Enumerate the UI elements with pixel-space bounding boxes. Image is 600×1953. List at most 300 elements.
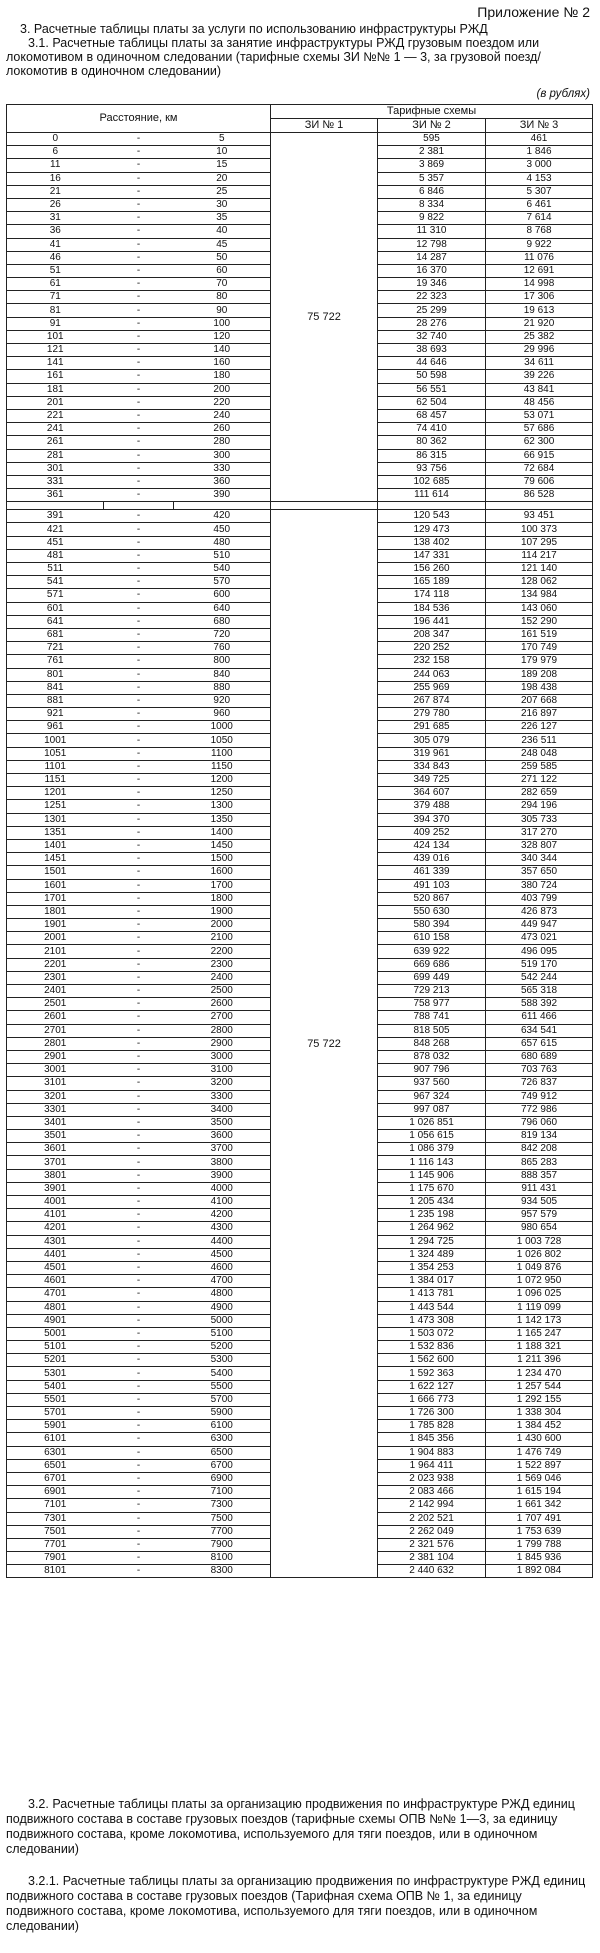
zi2-value: 56 551 [378,383,486,396]
table-gap-row [7,502,593,510]
distance-dash: - [104,317,174,330]
distance-to: 1150 [174,760,271,773]
distance-from: 541 [7,576,104,589]
distance-from: 201 [7,396,104,409]
distance-to: 8100 [174,1552,271,1565]
zi3-value: 259 585 [486,760,593,773]
distance-to: 2700 [174,1011,271,1024]
zi3-value: 1 096 025 [486,1288,593,1301]
section-3-2-text: 3.2. Расчетные таблицы платы за организацию продвижения по инфраструктуре РЖД единиц подвижного состава в составе грузовых поездов (тарифные схемы ОПВ №№ 1—3, за единицу подвижного состава, кроме локомотива, используемого для тяги поездов, или в одиночном следовании) [6,1797,575,1856]
zi3-value: 934 505 [486,1196,593,1209]
distance-to: 2100 [174,932,271,945]
distance-dash: - [104,734,174,747]
distance-dash: - [104,813,174,826]
zi2-value: 848 268 [378,1037,486,1050]
zi2-value: 1 235 198 [378,1209,486,1222]
zi3-value: 3 000 [486,159,593,172]
distance-to: 5300 [174,1354,271,1367]
zi2-value: 1 443 544 [378,1301,486,1314]
distance-from: 1501 [7,866,104,879]
zi2-value: 291 685 [378,721,486,734]
zi3-value: 1 892 084 [486,1565,593,1578]
distance-dash: - [104,985,174,998]
zi3-value: 4 153 [486,172,593,185]
distance-to: 4900 [174,1301,271,1314]
zi3-value: 473 021 [486,932,593,945]
distance-from: 5701 [7,1407,104,1420]
distance-from: 4801 [7,1301,104,1314]
distance-dash: - [104,892,174,905]
distance-to: 680 [174,615,271,628]
zi2-value: 305 079 [378,734,486,747]
distance-dash: - [104,1261,174,1274]
distance-from: 1801 [7,905,104,918]
distance-dash: - [104,330,174,343]
zi3-value: 179 979 [486,655,593,668]
distance-to: 720 [174,628,271,641]
distance-to: 4600 [174,1261,271,1274]
zi3-value: 62 300 [486,436,593,449]
distance-dash: - [104,826,174,839]
zi2-value: 1 666 773 [378,1393,486,1406]
distance-to: 1250 [174,787,271,800]
units-note: (в рублях) [536,88,590,100]
zi2-value: 174 118 [378,589,486,602]
distance-from: 3601 [7,1143,104,1156]
zi2-value: 669 686 [378,958,486,971]
zi2-value: 156 260 [378,563,486,576]
distance-to: 3400 [174,1103,271,1116]
distance-from: 571 [7,589,104,602]
zi3-value: 128 062 [486,576,593,589]
zi2-value: 394 370 [378,813,486,826]
distance-to: 4200 [174,1209,271,1222]
distance-dash: - [104,449,174,462]
distance-from: 2301 [7,971,104,984]
zi2-value: 50 598 [378,370,486,383]
zi2-value: 62 504 [378,396,486,409]
distance-from: 6 [7,146,104,159]
distance-from: 91 [7,317,104,330]
distance-from: 6101 [7,1433,104,1446]
distance-dash: - [104,344,174,357]
zi3-value: 449 947 [486,919,593,932]
zi2-value: 550 630 [378,905,486,918]
zi2-value: 8 334 [378,198,486,211]
distance-dash: - [104,370,174,383]
distance-to: 540 [174,563,271,576]
distance-to: 1300 [174,800,271,813]
zi2-value: 2 202 521 [378,1512,486,1525]
zi3-value: 1 753 639 [486,1525,593,1538]
distance-to: 3800 [174,1156,271,1169]
zi3-value: 357 650 [486,866,593,879]
zi2-value: 349 725 [378,774,486,787]
zi2-value: 2 381 [378,146,486,159]
zi2-value: 997 087 [378,1103,486,1116]
zi3-value: 888 357 [486,1169,593,1182]
distance-to: 8300 [174,1565,271,1578]
zi2-value: 102 685 [378,475,486,488]
distance-dash: - [104,905,174,918]
distance-from: 2801 [7,1037,104,1050]
distance-to: 260 [174,423,271,436]
zi2-value: 111 614 [378,489,486,502]
distance-to: 5500 [174,1380,271,1393]
distance-to: 390 [174,489,271,502]
zi2-value: 907 796 [378,1064,486,1077]
distance-to: 3500 [174,1116,271,1129]
distance-dash: - [104,1196,174,1209]
gap-cell [7,502,104,510]
zi3-value: 588 392 [486,998,593,1011]
appendix-label: Приложение № 2 [477,4,590,20]
distance-from: 641 [7,615,104,628]
distance-dash: - [104,1367,174,1380]
zi3-value: 657 615 [486,1037,593,1050]
section-3-2-1-text: 3.2.1. Расчетные таблицы платы за организацию продвижения по инфраструктуре РЖД единиц подвижного состава в составе грузовых поездов (Тарифная схема ОПВ № 1, за единицу подвижного состава, кроме локомотива, используемого для тяги поездов, или в одиночном следовании) [6,1874,586,1933]
zi2-value: 424 134 [378,839,486,852]
zi3-value: 496 095 [486,945,593,958]
zi3-value: 107 295 [486,536,593,549]
distance-to: 20 [174,172,271,185]
distance-from: 1301 [7,813,104,826]
distance-from: 1451 [7,853,104,866]
distance-from: 36 [7,225,104,238]
distance-to: 880 [174,681,271,694]
zi3-value: 282 659 [486,787,593,800]
distance-dash: - [104,1525,174,1538]
distance-to: 1800 [174,892,271,905]
distance-from: 481 [7,549,104,562]
distance-from: 2701 [7,1024,104,1037]
distance-dash: - [104,866,174,879]
distance-dash: - [104,536,174,549]
zi3-value: 34 611 [486,357,593,370]
distance-dash: - [104,1420,174,1433]
zi3-value: 680 689 [486,1050,593,1063]
distance-to: 10 [174,146,271,159]
distance-to: 1050 [174,734,271,747]
zi2-value: 86 315 [378,449,486,462]
zi2-value: 12 798 [378,238,486,251]
zi3-value: 1 142 173 [486,1314,593,1327]
distance-dash: - [104,721,174,734]
distance-dash: - [104,839,174,852]
distance-dash: - [104,1380,174,1393]
zi3-value: 86 528 [486,489,593,502]
distance-from: 3901 [7,1182,104,1195]
gap-cell [174,502,271,510]
distance-to: 600 [174,589,271,602]
zi3-value: 72 684 [486,462,593,475]
zi3-value: 1 188 321 [486,1341,593,1354]
zi3-value: 1 569 046 [486,1472,593,1485]
zi3-value: 340 344 [486,853,593,866]
zi2-value: 788 741 [378,1011,486,1024]
distance-to: 4400 [174,1235,271,1248]
zi3-value: 1 476 749 [486,1446,593,1459]
distance-to: 6500 [174,1446,271,1459]
zi3-value: 294 196 [486,800,593,813]
zi3-header: ЗИ № 3 [486,119,593,133]
distance-dash: - [104,1011,174,1024]
distance-from: 5201 [7,1354,104,1367]
zi3-value: 461 [486,133,593,146]
zi2-value: 2 381 104 [378,1552,486,1565]
distance-dash: - [104,409,174,422]
distance-from: 5301 [7,1367,104,1380]
distance-dash: - [104,225,174,238]
distance-to: 2800 [174,1024,271,1037]
distance-to: 3300 [174,1090,271,1103]
distance-to: 35 [174,212,271,225]
zi3-value: 17 306 [486,291,593,304]
zi3-value: 39 226 [486,370,593,383]
distance-to: 2400 [174,971,271,984]
subsection-heading: 3.1. Расчетные таблицы платы за занятие инфраструктуры РЖД грузовым поездом или локомотивом в одиночном следовании (тарифные схемы ЗИ №№ 1 — 3, за грузовой поезд/локомотив в одиночном следовании) [6,36,541,78]
distance-from: 0 [7,133,104,146]
distance-dash: - [104,668,174,681]
distance-from: 181 [7,383,104,396]
distance-dash: - [104,304,174,317]
zi2-value: 74 410 [378,423,486,436]
zi2-value: 1 175 670 [378,1182,486,1195]
zi3-value: 14 998 [486,278,593,291]
distance-from: 921 [7,708,104,721]
zi2-value: 165 189 [378,576,486,589]
distance-from: 361 [7,489,104,502]
distance-from: 161 [7,370,104,383]
distance-to: 100 [174,317,271,330]
zi3-value: 749 912 [486,1090,593,1103]
distance-dash: - [104,708,174,721]
distance-from: 281 [7,449,104,462]
zi3-value: 1 165 247 [486,1327,593,1340]
zi2-value: 1 056 615 [378,1130,486,1143]
zi2-value: 758 977 [378,998,486,1011]
zi2-value: 1 562 600 [378,1354,486,1367]
distance-from: 16 [7,172,104,185]
distance-to: 1900 [174,905,271,918]
distance-to: 2900 [174,1037,271,1050]
zi1-value: 75 722 [271,133,378,502]
distance-dash: - [104,1354,174,1367]
zi3-value: 1 799 788 [486,1538,593,1551]
zi3-value: 57 686 [486,423,593,436]
distance-to: 7700 [174,1525,271,1538]
zi2-value: 595 [378,133,486,146]
distance-from: 121 [7,344,104,357]
zi2-value: 319 961 [378,747,486,760]
distance-to: 30 [174,198,271,211]
zi3-value: 43 841 [486,383,593,396]
distance-from: 6301 [7,1446,104,1459]
zi2-value: 1 592 363 [378,1367,486,1380]
distance-dash: - [104,475,174,488]
distance-from: 681 [7,628,104,641]
distance-from: 261 [7,436,104,449]
distance-from: 7901 [7,1552,104,1565]
zi2-value: 1 086 379 [378,1143,486,1156]
distance-from: 2601 [7,1011,104,1024]
distance-from: 4101 [7,1209,104,1222]
zi2-value: 1 503 072 [378,1327,486,1340]
zi3-value: 12 691 [486,264,593,277]
zi2-value: 1 845 356 [378,1433,486,1446]
distance-to: 4000 [174,1182,271,1195]
distance-dash: - [104,1565,174,1578]
distance-dash: - [104,1393,174,1406]
distance-dash: - [104,760,174,773]
zi2-value: 491 103 [378,879,486,892]
distance-from: 4301 [7,1235,104,1248]
distance-from: 881 [7,694,104,707]
distance-from: 1701 [7,892,104,905]
distance-from: 7701 [7,1538,104,1551]
zi2-value: 818 505 [378,1024,486,1037]
distance-from: 961 [7,721,104,734]
distance-from: 1101 [7,760,104,773]
zi3-value: 1 049 876 [486,1261,593,1274]
distance-dash: - [104,1037,174,1050]
distance-to: 1350 [174,813,271,826]
zi3-value: 1 292 155 [486,1393,593,1406]
distance-from: 3801 [7,1169,104,1182]
distance-to: 640 [174,602,271,615]
zi2-value: 967 324 [378,1090,486,1103]
zi2-value: 22 323 [378,291,486,304]
distance-from: 4901 [7,1314,104,1327]
zi3-value: 29 996 [486,344,593,357]
zi2-value: 25 299 [378,304,486,317]
distance-to: 40 [174,225,271,238]
zi2-value: 68 457 [378,409,486,422]
zi3-value: 198 438 [486,681,593,694]
distance-to: 180 [174,370,271,383]
zi3-value: 380 724 [486,879,593,892]
zi3-value: 5 307 [486,185,593,198]
distance-to: 50 [174,251,271,264]
zi2-value: 1 264 962 [378,1222,486,1235]
distance-from: 141 [7,357,104,370]
zi3-value: 565 318 [486,985,593,998]
distance-dash: - [104,800,174,813]
distance-dash: - [104,1235,174,1248]
distance-from: 6901 [7,1486,104,1499]
distance-dash: - [104,853,174,866]
zi1-header: ЗИ № 1 [271,119,378,133]
distance-to: 5400 [174,1367,271,1380]
distance-dash: - [104,1552,174,1565]
zi3-value: 100 373 [486,523,593,536]
zi3-value: 248 048 [486,747,593,760]
zi3-value: 9 922 [486,238,593,251]
distance-from: 3301 [7,1103,104,1116]
distance-from: 1201 [7,787,104,800]
zi3-value: 8 768 [486,225,593,238]
zi3-value: 226 127 [486,721,593,734]
distance-from: 46 [7,251,104,264]
zi3-value: 1 522 897 [486,1459,593,1472]
distance-dash: - [104,1222,174,1235]
distance-to: 3700 [174,1143,271,1156]
zi2-value: 520 867 [378,892,486,905]
zi2-value: 44 646 [378,357,486,370]
distance-from: 4701 [7,1288,104,1301]
zi3-value: 403 799 [486,892,593,905]
distance-to: 3900 [174,1169,271,1182]
distance-dash: - [104,185,174,198]
distance-from: 7501 [7,1525,104,1538]
zi3-value: 19 613 [486,304,593,317]
distance-dash: - [104,1116,174,1129]
zi3-value: 865 283 [486,1156,593,1169]
distance-to: 3600 [174,1130,271,1143]
zi2-value: 1 532 836 [378,1341,486,1354]
zi3-value: 11 076 [486,251,593,264]
zi2-value: 138 402 [378,536,486,549]
distance-to: 1500 [174,853,271,866]
distance-dash: - [104,589,174,602]
zi2-value: 1 294 725 [378,1235,486,1248]
zi2-value: 5 357 [378,172,486,185]
distance-to: 5200 [174,1341,271,1354]
distance-dash: - [104,1050,174,1063]
distance-to: 5 [174,133,271,146]
distance-from: 7101 [7,1499,104,1512]
distance-from: 61 [7,278,104,291]
distance-to: 4300 [174,1222,271,1235]
zi2-value: 1 473 308 [378,1314,486,1327]
distance-dash: - [104,133,174,146]
distance-to: 7300 [174,1499,271,1512]
zi2-value: 1 354 253 [378,1261,486,1274]
zi2-value: 120 543 [378,510,486,523]
gap-cell [104,502,174,510]
gap-cell [486,502,593,510]
distance-dash: - [104,159,174,172]
distance-dash: - [104,1024,174,1037]
distance-to: 1000 [174,721,271,734]
distance-dash: - [104,1130,174,1143]
distance-to: 5000 [174,1314,271,1327]
distance-dash: - [104,1407,174,1420]
zi3-value: 170 749 [486,642,593,655]
distance-to: 3100 [174,1064,271,1077]
distance-to: 6900 [174,1472,271,1485]
zi2-value: 19 346 [378,278,486,291]
distance-to: 25 [174,185,271,198]
zi3-value: 152 290 [486,615,593,628]
distance-to: 140 [174,344,271,357]
distance-to: 220 [174,396,271,409]
zi3-value: 1 615 194 [486,1486,593,1499]
zi2-value: 1 205 434 [378,1196,486,1209]
distance-dash: - [104,971,174,984]
distance-dash: - [104,212,174,225]
tariff-table [6,104,593,1578]
zi3-value: 21 920 [486,317,593,330]
distance-dash: - [104,1064,174,1077]
zi2-value: 2 023 938 [378,1472,486,1485]
distance-to: 2500 [174,985,271,998]
zi3-value: 189 208 [486,668,593,681]
distance-dash: - [104,462,174,475]
distance-to: 1450 [174,839,271,852]
distance-from: 601 [7,602,104,615]
zi3-value: 6 461 [486,198,593,211]
